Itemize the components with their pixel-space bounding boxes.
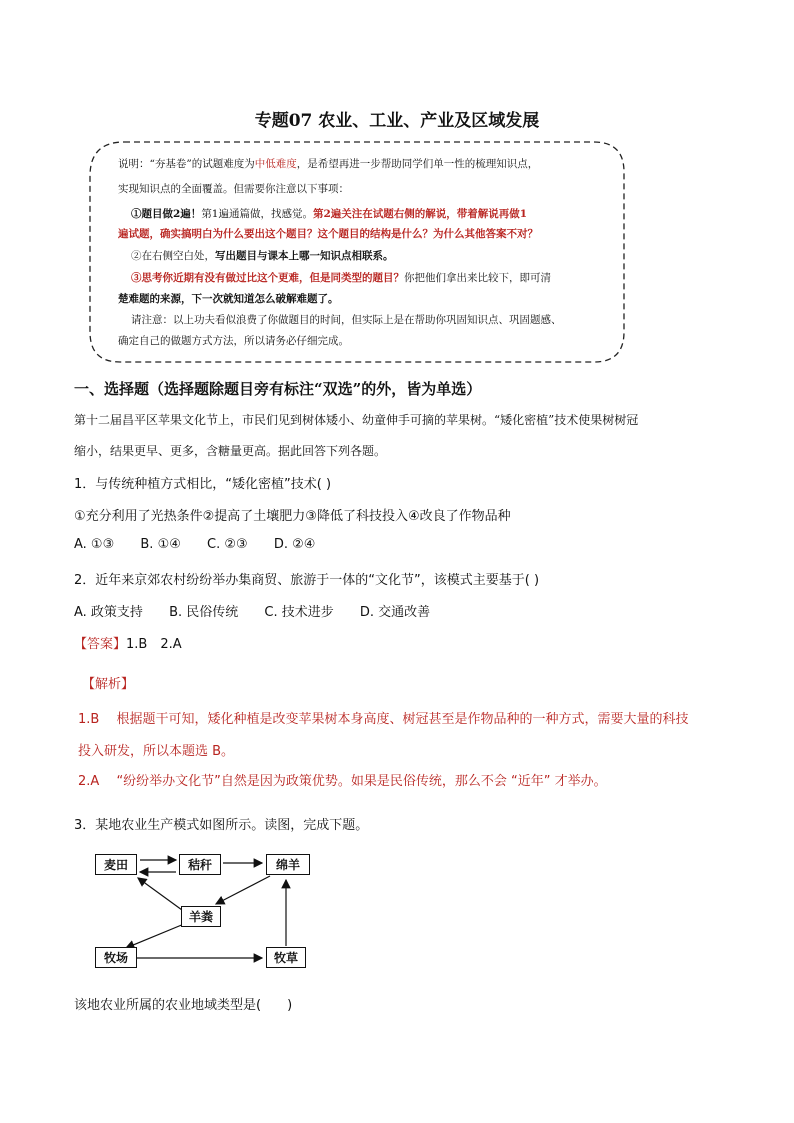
option-d[interactable]: D. ②④ [273, 537, 316, 552]
note-line-9: 确定自己的做题方式方法，所以请务必仔细完成。 [118, 335, 349, 347]
option-c[interactable]: C. 技术进步 [264, 605, 334, 620]
stem-line-1: 第十二届昌平区苹果文化节上，市民们见到树体矮小、幼童伸手可摘的苹果树。“矮化密植”技术使果树树冠 [74, 413, 639, 427]
stem-line-2: 缩小，结果更早、更多，含糖量更高。据此回答下列各题。 [74, 444, 387, 458]
note-line-2: 实现知识点的全面覆盖。但需要你注意以下事项： [118, 183, 349, 195]
explanation-2: 2.A “纷纷举办文化节”自然是因为政策优势。如果是民俗传统，那么不会 “近年” 才举办。 [78, 774, 607, 789]
question-1-statements: ①充分利用了光热条件②提高了土壤肥力③降低了科技投入④改良了作物品种 [74, 509, 511, 524]
analysis-tag: 【解析】 [82, 677, 135, 692]
arrow-mianyang-to-yangfen [216, 876, 270, 904]
page-title: 专题07 农业、工业、产业及区域发展 [254, 111, 540, 131]
arrow-yangfen-to-maitian [138, 878, 182, 910]
question-2-options [74, 601, 452, 620]
question-3: 3．某地农业生产模式如图所示。读图，完成下题。 [74, 818, 369, 833]
node-muchang: 牧场 [95, 947, 137, 968]
node-jigan: 秸秆 [179, 854, 221, 875]
note-line-5: ②在右侧空白处，写出题目与课本上哪一知识点相联系。 [131, 250, 394, 262]
note-line-6: ③思考你近期有没有做过比这个更难，但是同类型的题目？你把他们拿出来比较下，即可清 [131, 272, 551, 284]
answer-text: 1.B 2.A [126, 637, 182, 652]
option-d[interactable]: D. 交通改善 [359, 605, 431, 620]
note-line-4: 遍试题，确实搞明白为什么要出这个题目？这个题目的结构是什么？为什么其他答案不对？ [118, 228, 538, 240]
note-line-7: 楚难题的来源，下一次就知道怎么破解难题了。 [118, 293, 339, 305]
node-mianyang: 绵羊 [266, 854, 310, 875]
note-line-1: 说明：“夯基卷”的试题难度为中低难度，是希望再进一步帮助同学们单一性的梳理知识点， [118, 158, 539, 170]
answer-tag: 【答案】 [74, 637, 127, 652]
explanation-1-line-1: 1.B 根据题干可知，矮化种植是改变苹果树本身高度、树冠甚至是作物品种的一种方式，需要大量的科技 [78, 712, 689, 727]
note-line-8: 请注意：以上功夫看似浪费了你做题目的时间，但实际上是在帮助你巩固知识点、巩固题感、 [131, 314, 562, 326]
section-heading: 一、选择题（选择题除题目旁有标注“双选”的外，皆为单选） [74, 380, 482, 398]
question-3-prompt: 该地农业所属的农业地域类型是( ) [74, 998, 293, 1013]
node-maitian: 麦田 [95, 854, 137, 875]
option-b[interactable]: B. ①④ [140, 537, 181, 552]
option-b[interactable]: B. 民俗传统 [169, 605, 239, 620]
answer-line [74, 633, 182, 652]
node-mucao: 牧草 [266, 947, 306, 968]
note-line-3: ①题目做2遍！第1遍通篇做，找感觉。第2遍关注在试题右侧的解说，带着解说再做1 [131, 208, 528, 220]
option-c[interactable]: C. ②③ [207, 537, 248, 552]
explanation-1-line-2: 投入研发，所以本题选 B。 [78, 744, 235, 759]
arrow-yangfen-to-muchang [126, 924, 184, 948]
question-1: 1．与传统种植方式相比，“矮化密植”技术( ) [74, 477, 332, 492]
question-2: 2．近年来京郊农村纷纷举办集商贸、旅游于一体的“文化节”，该模式主要基于( ) [74, 573, 540, 588]
node-yangfen: 羊粪 [181, 906, 221, 927]
option-a[interactable]: A. ①③ [74, 537, 115, 552]
question-1-options [74, 537, 337, 552]
option-a[interactable]: A. 政策支持 [74, 605, 143, 620]
